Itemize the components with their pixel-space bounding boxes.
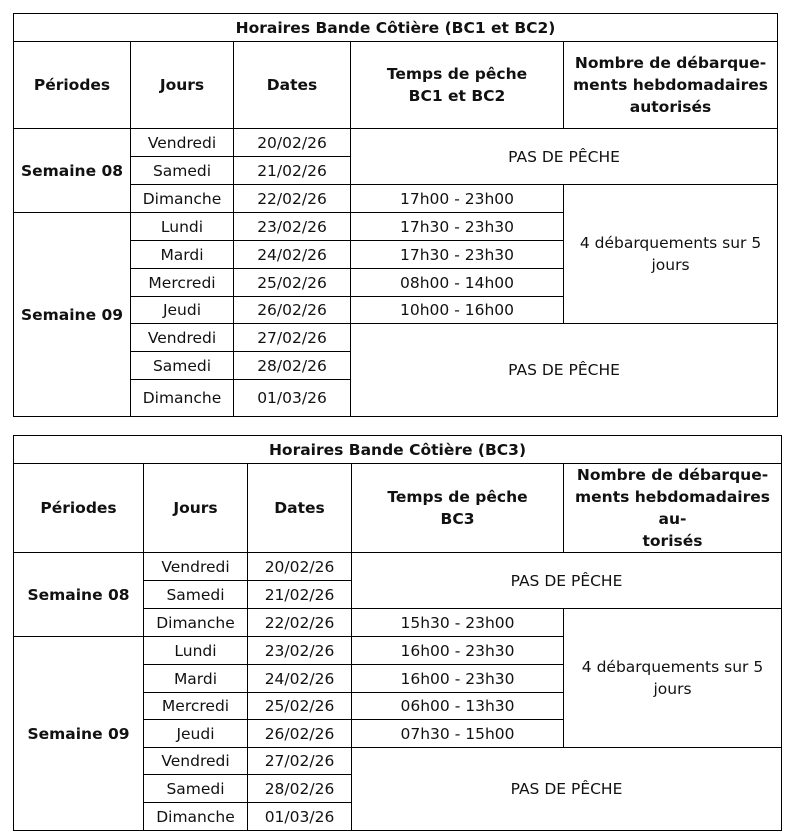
time-cell: 16h00 - 23h30	[352, 665, 564, 693]
week-label: Semaine 09	[14, 637, 144, 831]
day-cell: Samedi	[131, 352, 234, 380]
day-cell: Mardi	[131, 241, 234, 269]
date-cell: 22/02/26	[248, 609, 352, 637]
time-cell: 06h00 - 13h30	[352, 693, 564, 720]
week-label: Semaine 08	[14, 129, 131, 213]
date-cell: 24/02/26	[248, 665, 352, 693]
date-cell: 20/02/26	[234, 129, 351, 157]
day-cell: Lundi	[131, 213, 234, 241]
day-cell: Lundi	[144, 637, 248, 665]
date-cell: 25/02/26	[234, 269, 351, 297]
date-cell: 21/02/26	[248, 581, 352, 609]
date-cell: 27/02/26	[248, 748, 352, 775]
day-cell: Vendredi	[144, 748, 248, 775]
table-title: Horaires Bande Côtière (BC1 et BC2)	[14, 14, 778, 42]
header-temps: Temps de pêche BC3	[352, 464, 564, 553]
date-cell: 21/02/26	[234, 157, 351, 185]
time-cell: 07h30 - 15h00	[352, 720, 564, 748]
day-cell: Dimanche	[131, 185, 234, 213]
header-periodes: Périodes	[14, 42, 131, 129]
week-label: Semaine 09	[14, 213, 131, 417]
time-cell: 17h30 - 23h30	[351, 213, 564, 241]
date-cell: 27/02/26	[234, 324, 351, 352]
date-cell: 26/02/26	[234, 297, 351, 324]
date-cell: 24/02/26	[234, 241, 351, 269]
time-cell: 10h00 - 16h00	[351, 297, 564, 324]
header-periodes: Périodes	[14, 464, 144, 553]
day-cell: Mardi	[144, 665, 248, 693]
header-jours: Jours	[144, 464, 248, 553]
day-cell: Jeudi	[131, 297, 234, 324]
date-cell: 25/02/26	[248, 693, 352, 720]
schedule-table-bc3	[13, 435, 782, 831]
no-fishing-cell: PAS DE PÊCHE	[352, 553, 782, 609]
time-cell: 17h00 - 23h00	[351, 185, 564, 213]
header-dates: Dates	[234, 42, 351, 129]
time-cell: 08h00 - 14h00	[351, 269, 564, 297]
time-cell: 17h30 - 23h30	[351, 241, 564, 269]
day-cell: Vendredi	[131, 324, 234, 352]
no-fishing-cell: PAS DE PÊCHE	[351, 324, 778, 417]
header-nombre: Nombre de débarque- ments hebdomadaires autorisés	[564, 42, 778, 129]
day-cell: Vendredi	[144, 553, 248, 581]
date-cell: 23/02/26	[234, 213, 351, 241]
day-cell: Samedi	[144, 581, 248, 609]
day-cell: Dimanche	[144, 609, 248, 637]
date-cell: 01/03/26	[248, 803, 352, 831]
header-jours: Jours	[131, 42, 234, 129]
date-cell: 23/02/26	[248, 637, 352, 665]
header-dates: Dates	[248, 464, 352, 553]
time-cell: 16h00 - 23h30	[352, 637, 564, 665]
date-cell: 01/03/26	[234, 380, 351, 417]
date-cell: 28/02/26	[234, 352, 351, 380]
day-cell: Jeudi	[144, 720, 248, 748]
date-cell: 22/02/26	[234, 185, 351, 213]
table-title: Horaires Bande Côtière (BC3)	[14, 436, 782, 464]
day-cell: Mercredi	[144, 693, 248, 720]
date-cell: 20/02/26	[248, 553, 352, 581]
no-fishing-cell: PAS DE PÊCHE	[352, 748, 782, 831]
time-cell: 15h30 - 23h00	[352, 609, 564, 637]
date-cell: 26/02/26	[248, 720, 352, 748]
day-cell: Samedi	[131, 157, 234, 185]
day-cell: Vendredi	[131, 129, 234, 157]
date-cell: 28/02/26	[248, 775, 352, 803]
landings-cell: 4 débarquements sur 5 jours	[564, 185, 778, 324]
day-cell: Dimanche	[131, 380, 234, 417]
header-temps: Temps de pêche BC1 et BC2	[351, 42, 564, 129]
week-label: Semaine 08	[14, 553, 144, 637]
landings-cell: 4 débarquements sur 5 jours	[564, 609, 782, 748]
no-fishing-cell: PAS DE PÊCHE	[351, 129, 778, 185]
header-nombre: Nombre de débarque- ments hebdomadaires au- torisés	[564, 464, 782, 553]
schedule-table-bc1-bc2	[13, 13, 778, 417]
day-cell: Samedi	[144, 775, 248, 803]
day-cell: Mercredi	[131, 269, 234, 297]
day-cell: Dimanche	[144, 803, 248, 831]
